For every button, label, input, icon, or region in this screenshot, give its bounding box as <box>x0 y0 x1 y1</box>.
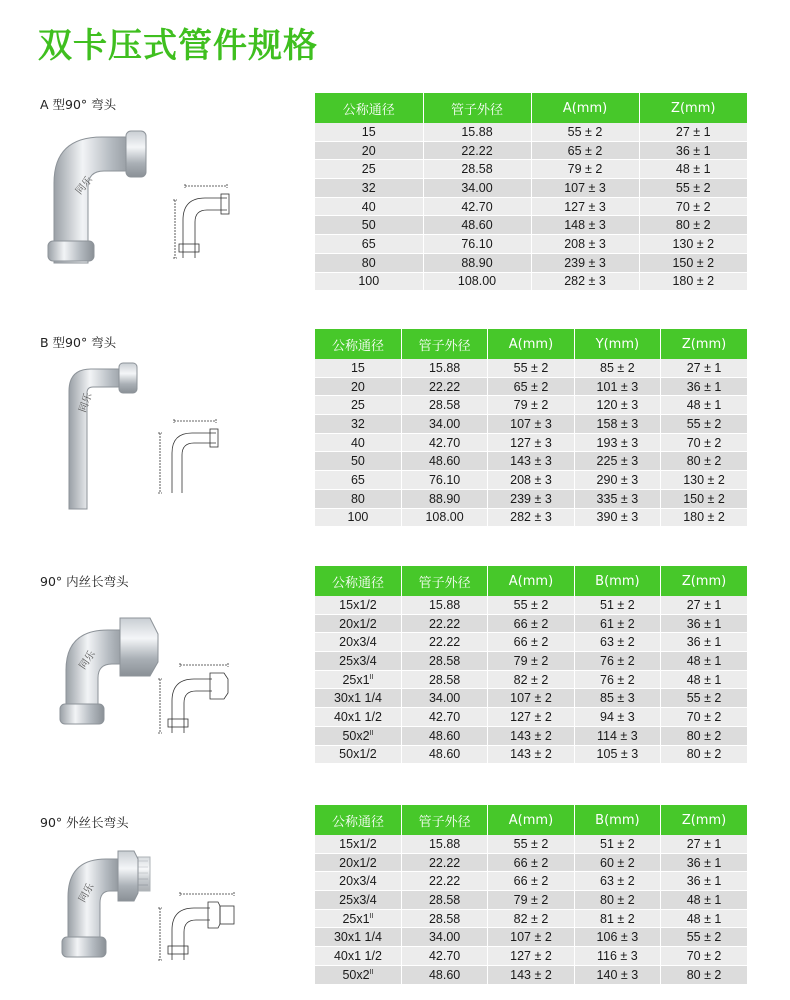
table-cell: 127 ± 3 <box>531 197 639 216</box>
table-row <box>315 614 747 633</box>
table-cell: 65 <box>315 471 401 490</box>
table-cell: 50x1/2 <box>315 745 401 764</box>
table-cell: 51 ± 2 <box>574 596 660 614</box>
table-cell: 108.00 <box>401 508 487 527</box>
table-cell: 40 <box>315 197 423 216</box>
table-cell: 30x1 1/4 <box>315 928 401 947</box>
table-cell: 42.70 <box>401 947 487 966</box>
spec-table-a <box>315 93 747 291</box>
superscript-mark: II <box>369 729 374 737</box>
table-cell: 80 ± 2 <box>661 745 747 764</box>
column-header: B(mm) <box>574 566 660 596</box>
spec-table-female <box>315 566 747 764</box>
header-row <box>315 805 747 835</box>
section-b-elbow <box>0 333 790 533</box>
table-cell: 42.70 <box>423 197 531 216</box>
column-header: 管子外径 <box>401 329 487 359</box>
table-cell: 32 <box>315 179 423 198</box>
table-cell: 120 ± 3 <box>574 396 660 415</box>
table-cell: 15 <box>315 359 401 377</box>
table-cell: 25x3/4 <box>315 652 401 671</box>
section-female-elbow <box>0 572 790 772</box>
table-cell: 55 ± 2 <box>661 928 747 947</box>
table-cell: 105 ± 3 <box>574 745 660 764</box>
table-cell: 28.58 <box>401 396 487 415</box>
table-cell: 48 ± 1 <box>661 396 747 415</box>
column-header: Z(mm) <box>661 329 747 359</box>
table-cell: 50 <box>315 452 401 471</box>
table-cell: 143 ± 2 <box>488 965 574 984</box>
female-elbow-drawing <box>150 657 240 737</box>
table-cell: 48 ± 1 <box>639 160 747 179</box>
table-cell: 34.00 <box>423 179 531 198</box>
section-a-elbow <box>0 95 790 295</box>
table-row <box>315 452 747 471</box>
elbow-b-photo <box>55 361 145 511</box>
table-cell: 107 ± 3 <box>531 179 639 198</box>
table-row <box>315 965 747 984</box>
table-cell: 335 ± 3 <box>574 489 660 508</box>
table-cell: 27 ± 1 <box>661 835 747 853</box>
table-cell: 20x3/4 <box>315 633 401 652</box>
table-cell: 20 <box>315 377 401 396</box>
column-header: 公称通径 <box>315 805 401 835</box>
table-cell: 22.22 <box>401 872 487 891</box>
table-cell: 127 ± 2 <box>488 708 574 727</box>
table-row <box>315 489 747 508</box>
table-cell: 50 <box>315 216 423 235</box>
spec-table-male <box>315 805 747 985</box>
table-cell: 36 ± 1 <box>661 872 747 891</box>
table-cell: 28.58 <box>401 652 487 671</box>
elbow-a-photo <box>40 123 160 273</box>
table-cell: 15x1/2 <box>315 835 401 853</box>
table-cell: 34.00 <box>401 415 487 434</box>
table-cell: 70 ± 2 <box>639 197 747 216</box>
table-cell: 65 <box>315 235 423 254</box>
photo-brand-mark: 同乐 <box>77 649 98 672</box>
photo-brand-mark: 同乐 <box>77 391 95 415</box>
table-cell: 20x1/2 <box>315 614 401 633</box>
table-cell: 208 ± 3 <box>488 471 574 490</box>
table-cell: 80 ± 2 <box>639 216 747 235</box>
table-row <box>315 835 747 853</box>
table-cell: 15 <box>315 123 423 141</box>
photo-brand-mark: 同乐 <box>77 881 97 905</box>
table-cell: 150 ± 2 <box>639 253 747 272</box>
elbow-a-drawing <box>165 180 240 260</box>
table-cell: 55 ± 2 <box>661 415 747 434</box>
table-cell: 40x1 1/2 <box>315 947 401 966</box>
superscript-mark: II <box>369 968 374 976</box>
table-cell: 143 ± 3 <box>488 452 574 471</box>
table-row <box>315 377 747 396</box>
table-cell: 282 ± 3 <box>531 272 639 291</box>
table-row <box>315 415 747 434</box>
table-cell: 42.70 <box>401 708 487 727</box>
table-row <box>315 872 747 891</box>
table-cell: 22.22 <box>401 614 487 633</box>
table-cell: 94 ± 3 <box>574 708 660 727</box>
table-cell: 225 ± 3 <box>574 452 660 471</box>
photo-brand-mark: 同乐 <box>73 174 96 197</box>
elbow-b-drawing <box>150 413 230 498</box>
table-cell: 108.00 <box>423 272 531 291</box>
table-cell: 55 ± 2 <box>488 596 574 614</box>
table-cell: 79 ± 2 <box>488 652 574 671</box>
table-cell: 22.22 <box>401 853 487 872</box>
table-row <box>315 596 747 614</box>
table-cell: $25x1^{II}$ <box>315 670 401 689</box>
table-cell: 15x1/2 <box>315 596 401 614</box>
table-row <box>315 471 747 490</box>
table-cell: 36 ± 1 <box>639 141 747 160</box>
column-header: Z(mm) <box>639 93 747 123</box>
table-row <box>315 123 747 141</box>
table-cell: 88.90 <box>423 253 531 272</box>
table-row <box>315 928 747 947</box>
table-cell: 55 ± 2 <box>531 123 639 141</box>
table-row <box>315 141 747 160</box>
section-label: A 型90° 弯头 <box>40 97 117 112</box>
table-cell: 63 ± 2 <box>574 633 660 652</box>
table-row <box>315 197 747 216</box>
table-cell: 25 <box>315 160 423 179</box>
table-row <box>315 652 747 671</box>
table-cell: 140 ± 3 <box>574 965 660 984</box>
table-cell: 81 ± 2 <box>574 909 660 928</box>
table-cell: 70 ± 2 <box>661 433 747 452</box>
table-cell: 32 <box>315 415 401 434</box>
table-cell: 150 ± 2 <box>661 489 747 508</box>
table-cell: 100 <box>315 272 423 291</box>
table-cell: 143 ± 2 <box>488 745 574 764</box>
table-cell: 27 ± 1 <box>639 123 747 141</box>
table-cell: 40x1 1/2 <box>315 708 401 727</box>
table-cell: 76 ± 2 <box>574 652 660 671</box>
table-cell: 25x3/4 <box>315 891 401 910</box>
table-cell: 22.22 <box>423 141 531 160</box>
table-cell: 40 <box>315 433 401 452</box>
table-cell: 148 ± 3 <box>531 216 639 235</box>
table-cell: 51 ± 2 <box>574 835 660 853</box>
table-cell: 85 ± 3 <box>574 689 660 708</box>
table-cell: 20x3/4 <box>315 872 401 891</box>
female-elbow-photo <box>58 612 163 732</box>
column-header: 管子外径 <box>401 566 487 596</box>
table-row <box>315 179 747 198</box>
table-cell: 80 ± 2 <box>661 452 747 471</box>
table-cell: 22.22 <box>401 377 487 396</box>
table-cell: 48.60 <box>423 216 531 235</box>
table-cell: 180 ± 2 <box>639 272 747 291</box>
header-row <box>315 566 747 596</box>
table-cell: 193 ± 3 <box>574 433 660 452</box>
table-cell: 85 ± 2 <box>574 359 660 377</box>
table-cell: 100 <box>315 508 401 527</box>
header-row <box>315 93 747 123</box>
table-cell: 48.60 <box>401 726 487 745</box>
table-cell: 48 ± 1 <box>661 652 747 671</box>
table-row <box>315 396 747 415</box>
table-cell: 158 ± 3 <box>574 415 660 434</box>
table-cell: 239 ± 3 <box>531 253 639 272</box>
table-cell: 36 ± 1 <box>661 853 747 872</box>
male-elbow-drawing <box>150 888 245 963</box>
table-cell: 390 ± 3 <box>574 508 660 527</box>
table-cell: 36 ± 1 <box>661 377 747 396</box>
male-elbow-photo <box>60 845 155 965</box>
table-row <box>315 508 747 527</box>
table-cell: 36 ± 1 <box>661 633 747 652</box>
table-row <box>315 708 747 727</box>
table-cell: 290 ± 3 <box>574 471 660 490</box>
table-row <box>315 670 747 689</box>
table-cell: 70 ± 2 <box>661 708 747 727</box>
table-cell: 106 ± 3 <box>574 928 660 947</box>
table-cell: 48 ± 1 <box>661 909 747 928</box>
header-row <box>315 329 747 359</box>
table-cell: 65 ± 2 <box>531 141 639 160</box>
table-cell: 80 <box>315 489 401 508</box>
table-cell: 76 ± 2 <box>574 670 660 689</box>
column-header: Z(mm) <box>661 805 747 835</box>
table-cell: 22.22 <box>401 633 487 652</box>
table-cell: 15.88 <box>401 835 487 853</box>
table-cell: 107 ± 2 <box>488 928 574 947</box>
superscript-mark: II <box>369 673 374 681</box>
table-cell: 65 ± 2 <box>488 377 574 396</box>
table-cell: 15.88 <box>401 596 487 614</box>
column-header: Y(mm) <box>574 329 660 359</box>
table-cell: 28.58 <box>401 670 487 689</box>
section-label: B 型90° 弯头 <box>40 335 117 350</box>
column-header: Z(mm) <box>661 566 747 596</box>
table-cell: 34.00 <box>401 928 487 947</box>
table-cell: 15.88 <box>423 123 531 141</box>
column-header: B(mm) <box>574 805 660 835</box>
table-cell: $25x1^{II}$ <box>315 909 401 928</box>
table-cell: 116 ± 3 <box>574 947 660 966</box>
table-row <box>315 947 747 966</box>
spec-table-b <box>315 329 747 527</box>
column-header: A(mm) <box>488 805 574 835</box>
table-row <box>315 891 747 910</box>
table-cell: 55 ± 2 <box>661 689 747 708</box>
table-row <box>315 253 747 272</box>
table-cell: 79 ± 2 <box>488 891 574 910</box>
section-label: 90° 外丝长弯头 <box>40 815 129 830</box>
table-cell: $50x2^{II}$ <box>315 965 401 984</box>
table-cell: 101 ± 3 <box>574 377 660 396</box>
table-cell: 48.60 <box>401 745 487 764</box>
table-cell: 208 ± 3 <box>531 235 639 254</box>
table-cell: 82 ± 2 <box>488 670 574 689</box>
superscript-mark: II <box>369 912 374 920</box>
table-cell: 36 ± 1 <box>661 614 747 633</box>
table-cell: 114 ± 3 <box>574 726 660 745</box>
table-cell: 28.58 <box>401 891 487 910</box>
column-header: 管子外径 <box>423 93 531 123</box>
column-header: 公称通径 <box>315 566 401 596</box>
table-row <box>315 726 747 745</box>
table-row <box>315 633 747 652</box>
table-cell: 79 ± 2 <box>531 160 639 179</box>
table-row <box>315 689 747 708</box>
table-row <box>315 272 747 291</box>
table-row <box>315 160 747 179</box>
table-cell: 66 ± 2 <box>488 614 574 633</box>
table-cell: 76.10 <box>423 235 531 254</box>
table-cell: 61 ± 2 <box>574 614 660 633</box>
table-cell: 66 ± 2 <box>488 853 574 872</box>
table-row <box>315 359 747 377</box>
table-cell: 80 ± 2 <box>661 726 747 745</box>
column-header: 公称通径 <box>315 329 401 359</box>
table-row <box>315 853 747 872</box>
table-row <box>315 235 747 254</box>
table-cell: 28.58 <box>423 160 531 179</box>
table-row <box>315 909 747 928</box>
table-cell: 143 ± 2 <box>488 726 574 745</box>
table-cell: 55 ± 2 <box>488 835 574 853</box>
table-cell: 28.58 <box>401 909 487 928</box>
table-cell: 55 ± 2 <box>488 359 574 377</box>
table-cell: 82 ± 2 <box>488 909 574 928</box>
table-cell: 48.60 <box>401 965 487 984</box>
table-cell: 34.00 <box>401 689 487 708</box>
table-cell: 80 <box>315 253 423 272</box>
column-header: 管子外径 <box>401 805 487 835</box>
table-cell: 80 ± 2 <box>574 891 660 910</box>
table-cell: 107 ± 3 <box>488 415 574 434</box>
page-title: 双卡压式管件规格 <box>38 26 318 66</box>
table-cell: 239 ± 3 <box>488 489 574 508</box>
table-cell: 130 ± 2 <box>639 235 747 254</box>
table-cell: 130 ± 2 <box>661 471 747 490</box>
column-header: 公称通径 <box>315 93 423 123</box>
table-cell: 127 ± 2 <box>488 947 574 966</box>
table-cell: 27 ± 1 <box>661 596 747 614</box>
table-cell: 60 ± 2 <box>574 853 660 872</box>
table-cell: 20x1/2 <box>315 853 401 872</box>
table-cell: 66 ± 2 <box>488 872 574 891</box>
table-cell: 15.88 <box>401 359 487 377</box>
table-cell: 127 ± 3 <box>488 433 574 452</box>
column-header: A(mm) <box>531 93 639 123</box>
table-cell: 76.10 <box>401 471 487 490</box>
column-header: A(mm) <box>488 566 574 596</box>
table-cell: 42.70 <box>401 433 487 452</box>
table-cell: 48.60 <box>401 452 487 471</box>
table-row <box>315 745 747 764</box>
table-cell: 282 ± 3 <box>488 508 574 527</box>
table-cell: 48 ± 1 <box>661 670 747 689</box>
table-cell: 180 ± 2 <box>661 508 747 527</box>
table-cell: 25 <box>315 396 401 415</box>
table-cell: 63 ± 2 <box>574 872 660 891</box>
table-cell: 88.90 <box>401 489 487 508</box>
table-cell: 70 ± 2 <box>661 947 747 966</box>
column-header: A(mm) <box>488 329 574 359</box>
table-cell: 30x1 1/4 <box>315 689 401 708</box>
table-cell: 55 ± 2 <box>639 179 747 198</box>
table-cell: 80 ± 2 <box>661 965 747 984</box>
table-row <box>315 433 747 452</box>
table-cell: 66 ± 2 <box>488 633 574 652</box>
table-cell: 27 ± 1 <box>661 359 747 377</box>
section-label: 90° 内丝长弯头 <box>40 574 129 589</box>
section-male-elbow <box>0 813 790 998</box>
table-cell: 20 <box>315 141 423 160</box>
table-cell: 107 ± 2 <box>488 689 574 708</box>
table-cell: 48 ± 1 <box>661 891 747 910</box>
table-row <box>315 216 747 235</box>
table-cell: $50x2^{II}$ <box>315 726 401 745</box>
table-cell: 79 ± 2 <box>488 396 574 415</box>
